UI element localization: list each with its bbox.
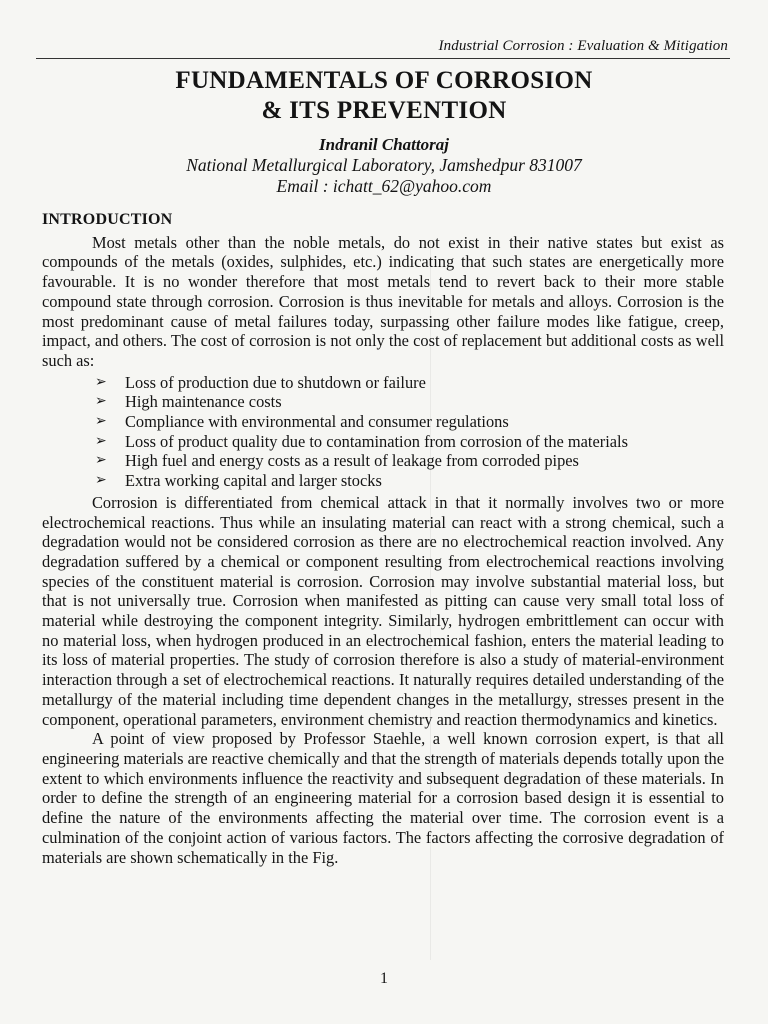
list-item [95,373,724,393]
running-header: Industrial Corrosion : Evaluation & Mitigation [438,38,728,54]
page-number: 1 [380,970,388,987]
list-item-text: Compliance with environmental and consumer regulations [125,412,509,432]
arrow-bullet-icon: ➢ [95,453,107,469]
cost-bullet-list [42,373,724,491]
body-text [42,210,724,867]
intro-paragraph-2: Corrosion is differentiated from chemical attack in that it normally involves two or more electrochemical reactions. Thus while an insulating material can react with a strong chemical, such a degradation would not be considered corrosion as there are no electrochemical reaction involved. Any degradation suffered by a chemical or component resulting from electrochemical reactions involving species of the constituent material is corrosion. Corrosion may involve substantial material loss, but that is not universally true. Corrosion when manifested as pitting can cause very small total loss of material while destroying the component integrity. Similarly, hydrogen embrittlement can occur with no material loss, when hydrogen produced in an electrochemical fashion, enters the material leading to its loss of material properties. The study of corrosion therefore is also a study of material-environment interaction through a set of electrochemical reactions. It naturally requires detailed understanding of the metallurgy of the material including time dependent changes in the metallurgy, stresses present in the component, operational parameters, environment chemistry and reaction thermodynamics and kinetics. [42,492,724,729]
list-item [95,392,724,412]
list-item-text: High maintenance costs [125,392,282,412]
section-heading-introduction: INTRODUCTION [42,211,173,228]
list-item [95,432,724,452]
arrow-bullet-icon: ➢ [95,414,107,430]
list-item [95,412,724,432]
title-line-2: & ITS PREVENTION [261,97,507,124]
arrow-bullet-icon: ➢ [95,473,107,489]
list-item [95,451,724,471]
arrow-bullet-icon: ➢ [95,374,107,390]
paper-title [0,66,768,126]
intro-paragraph-3: A point of view proposed by Professor Staehle, a well known corrosion expert, is that all engineering materials are reactive chemically and that the strength of materials depends totally upon the extent to which environments influence the reactivity and subsequent degradation of these materials. In order to define the strength of an engineering material for a corrosion based design it is essential to define the nature of the environments affecting the material over time. The corrosion event is a culmination of the conjoint action of various factors. The factors affecting the corrosive degradation of materials are shown schematically in the Fig. [42,729,724,867]
list-item-text: Loss of product quality due to contamination from corrosion of the materials [125,431,628,451]
list-item-text: Extra working capital and larger stocks [125,471,382,491]
arrow-bullet-icon: ➢ [95,394,107,410]
list-item-text: Loss of production due to shutdown or failure [125,372,426,392]
intro-paragraph-1: Most metals other than the noble metals, do not exist in their native states but exist as compounds of the metals (oxides, sulphides, etc.) indicating that such states are energetically more favourable. It is no wonder therefore that most metals tend to revert back to their more stable compound state through corrosion. Corrosion is thus inevitable for metals and alloys. Corrosion is the most predominant cause of metal failures today, surpassing other failure modes like fatigue, creep, impact, and others. The cost of corrosion is not only the cost of replacement but additional costs as well such as: [42,232,724,370]
author-name: Indranil Chattoraj [319,135,449,154]
author-block [0,134,768,197]
title-line-1: FUNDAMENTALS OF CORROSION [175,67,593,94]
list-item-text: High fuel and energy costs as a result of leakage from corroded pipes [125,451,579,471]
author-affiliation: National Metallurgical Laboratory, Jamshedpur 831007 [186,155,582,175]
header-rule [36,58,730,59]
author-email: Email : ichatt_62@yahoo.com [276,176,492,196]
arrow-bullet-icon: ➢ [95,433,107,449]
list-item [95,471,724,491]
